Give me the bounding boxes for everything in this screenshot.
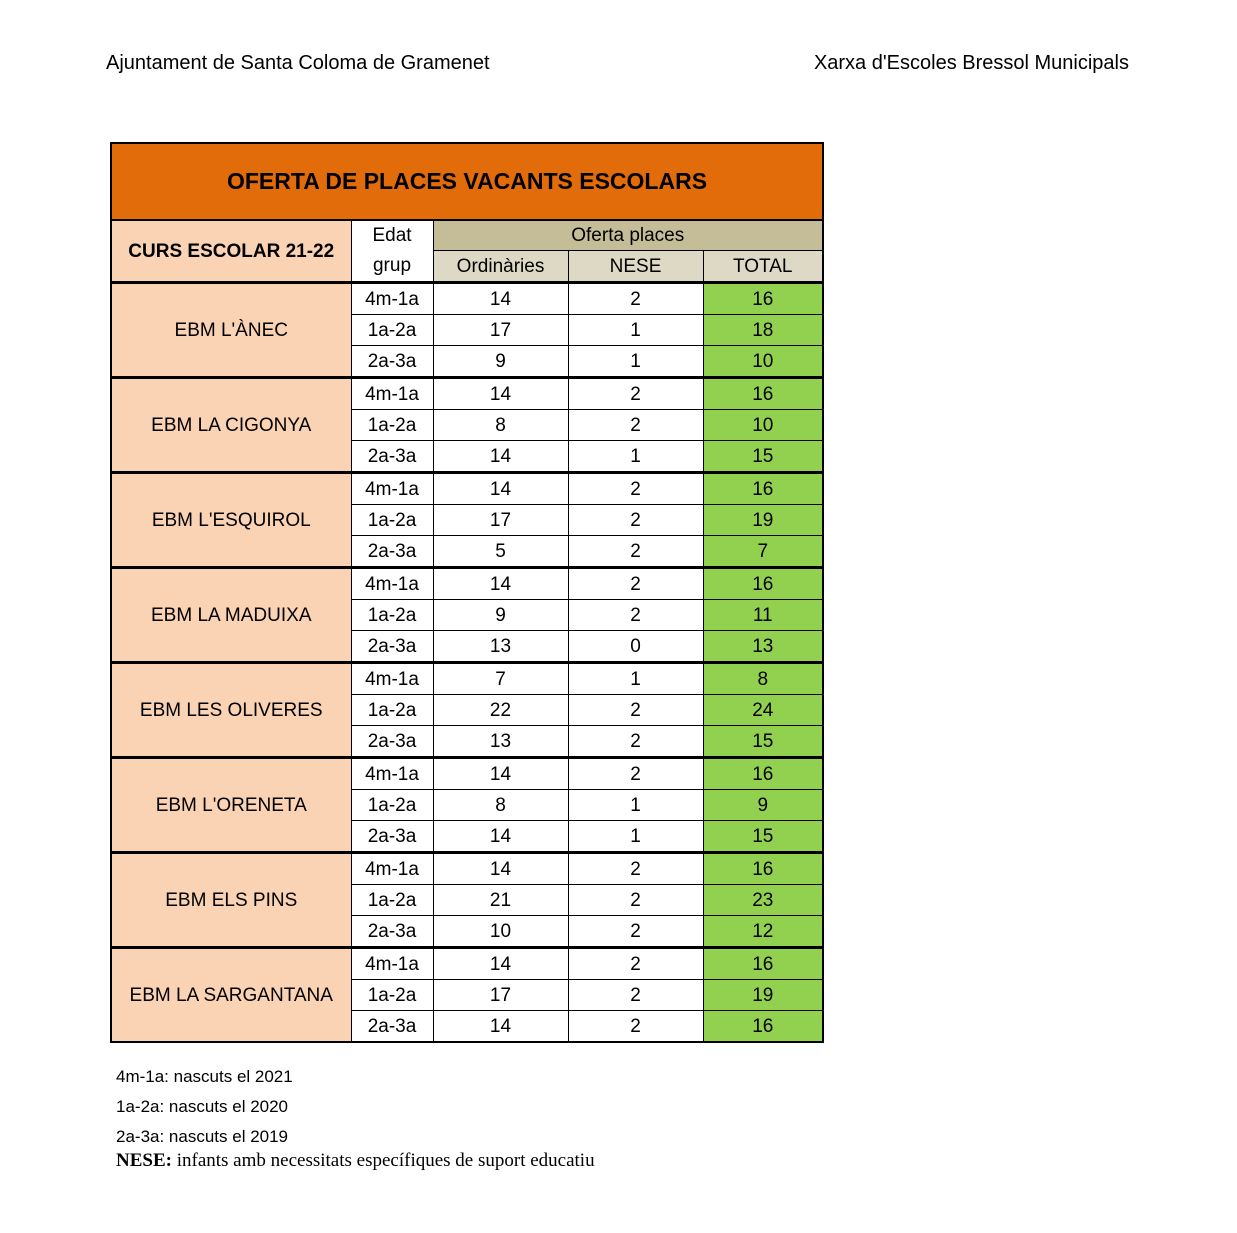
edat-cell: 4m-1a xyxy=(351,663,433,695)
total-cell: 18 xyxy=(703,315,823,346)
edat-cell: 2a-3a xyxy=(351,441,433,473)
table-row xyxy=(111,378,823,410)
total-cell: 16 xyxy=(703,853,823,885)
edat-cell: 1a-2a xyxy=(351,885,433,916)
nese-cell: 1 xyxy=(568,315,703,346)
ordinaries-cell: 17 xyxy=(433,505,568,536)
edat-cell: 2a-3a xyxy=(351,916,433,948)
total-cell: 8 xyxy=(703,663,823,695)
table-row xyxy=(111,283,823,315)
table-row xyxy=(111,473,823,505)
ordinaries-cell: 14 xyxy=(433,283,568,315)
total-cell: 9 xyxy=(703,790,823,821)
total-cell: 15 xyxy=(703,441,823,473)
ordinaries-cell: 9 xyxy=(433,346,568,378)
nese-cell: 1 xyxy=(568,663,703,695)
nese-cell: 2 xyxy=(568,885,703,916)
edat-cell: 1a-2a xyxy=(351,410,433,441)
school-name: EBM L'ÀNEC xyxy=(111,283,351,378)
edat-cell: 2a-3a xyxy=(351,536,433,568)
edat-cell: 4m-1a xyxy=(351,378,433,410)
total-cell: 12 xyxy=(703,916,823,948)
edat-cell: 2a-3a xyxy=(351,631,433,663)
school-name: EBM LES OLIVERES xyxy=(111,663,351,758)
total-cell: 10 xyxy=(703,346,823,378)
ordinaries-cell: 14 xyxy=(433,441,568,473)
edat-cell: 1a-2a xyxy=(351,790,433,821)
total-cell: 16 xyxy=(703,758,823,790)
nese-cell: 2 xyxy=(568,916,703,948)
notes xyxy=(116,1062,293,1152)
ordinaries-cell: 5 xyxy=(433,536,568,568)
ordinaries-cell: 14 xyxy=(433,568,568,600)
ordinaries-cell: 14 xyxy=(433,853,568,885)
header-left: Ajuntament de Santa Coloma de Gramenet xyxy=(106,52,490,74)
edat-cell: 2a-3a xyxy=(351,821,433,853)
table-row xyxy=(111,853,823,885)
ordinaries-cell: 21 xyxy=(433,885,568,916)
nese-cell: 1 xyxy=(568,790,703,821)
table-row xyxy=(111,758,823,790)
nese-label: NESE: xyxy=(116,1150,172,1171)
nese-note xyxy=(116,1150,595,1172)
total-cell: 16 xyxy=(703,283,823,315)
total-cell: 19 xyxy=(703,505,823,536)
note-item: 1a-2a: nascuts el 2020 xyxy=(116,1097,289,1116)
table-row xyxy=(111,568,823,600)
nese-cell: 2 xyxy=(568,853,703,885)
nese-description: infants amb necessitats específiques de suport educatiu xyxy=(171,1150,595,1171)
nese-cell: 2 xyxy=(568,980,703,1011)
col-header-ordinaries: Ordinàries xyxy=(433,251,568,283)
edat-cell: 4m-1a xyxy=(351,473,433,505)
ordinaries-cell: 14 xyxy=(433,948,568,980)
ordinaries-cell: 14 xyxy=(433,758,568,790)
col-header-total: TOTAL xyxy=(703,251,823,283)
school-name: EBM L'ORENETA xyxy=(111,758,351,853)
total-cell: 15 xyxy=(703,726,823,758)
edat-cell: 1a-2a xyxy=(351,695,433,726)
ordinaries-cell: 8 xyxy=(433,410,568,441)
edat-cell: 4m-1a xyxy=(351,758,433,790)
curs-escolar-label: CURS ESCOLAR 21-22 xyxy=(111,220,351,283)
nese-cell: 2 xyxy=(568,378,703,410)
edat-cell: 2a-3a xyxy=(351,726,433,758)
ordinaries-cell: 8 xyxy=(433,790,568,821)
table-row xyxy=(111,663,823,695)
edat-cell: 4m-1a xyxy=(351,568,433,600)
ordinaries-cell: 14 xyxy=(433,378,568,410)
edat-cell: 1a-2a xyxy=(351,505,433,536)
edat-cell: 1a-2a xyxy=(351,600,433,631)
edat-cell: 4m-1a xyxy=(351,948,433,980)
nese-cell: 2 xyxy=(568,410,703,441)
ordinaries-cell: 13 xyxy=(433,631,568,663)
nese-cell: 1 xyxy=(568,346,703,378)
ordinaries-cell: 14 xyxy=(433,473,568,505)
total-cell: 23 xyxy=(703,885,823,916)
edat-cell: 2a-3a xyxy=(351,1011,433,1043)
note-item: 4m-1a: nascuts el 2021 xyxy=(116,1067,293,1086)
school-name: EBM LA MADUIXA xyxy=(111,568,351,663)
school-name: EBM LA CIGONYA xyxy=(111,378,351,473)
edat-grup-label: Edat grup xyxy=(351,220,433,283)
ordinaries-cell: 13 xyxy=(433,726,568,758)
total-cell: 19 xyxy=(703,980,823,1011)
total-cell: 16 xyxy=(703,568,823,600)
nese-cell: 2 xyxy=(568,600,703,631)
nese-cell: 2 xyxy=(568,948,703,980)
nese-cell: 2 xyxy=(568,1011,703,1043)
oferta-places-label: Oferta places xyxy=(433,220,823,251)
school-name: EBM L'ESQUIROL xyxy=(111,473,351,568)
edat-cell: 1a-2a xyxy=(351,315,433,346)
ordinaries-cell: 9 xyxy=(433,600,568,631)
ordinaries-cell: 22 xyxy=(433,695,568,726)
edat-cell: 1a-2a xyxy=(351,980,433,1011)
total-cell: 24 xyxy=(703,695,823,726)
header-right: Xarxa d'Escoles Bressol Municipals xyxy=(813,52,1129,74)
nese-cell: 2 xyxy=(568,473,703,505)
total-cell: 16 xyxy=(703,473,823,505)
vacancies-table xyxy=(110,142,824,1043)
table-title: OFERTA DE PLACES VACANTS ESCOLARS xyxy=(111,143,823,220)
col-header-nese: NESE xyxy=(568,251,703,283)
total-cell: 11 xyxy=(703,600,823,631)
ordinaries-cell: 10 xyxy=(433,916,568,948)
nese-cell: 2 xyxy=(568,568,703,600)
edat-cell: 4m-1a xyxy=(351,283,433,315)
nese-cell: 0 xyxy=(568,631,703,663)
edat-cell: 4m-1a xyxy=(351,853,433,885)
nese-cell: 2 xyxy=(568,536,703,568)
total-cell: 15 xyxy=(703,821,823,853)
ordinaries-cell: 7 xyxy=(433,663,568,695)
ordinaries-cell: 14 xyxy=(433,821,568,853)
ordinaries-cell: 14 xyxy=(433,1011,568,1043)
school-name: EBM LA SARGANTANA xyxy=(111,948,351,1043)
nese-cell: 2 xyxy=(568,726,703,758)
nese-cell: 2 xyxy=(568,758,703,790)
total-cell: 16 xyxy=(703,948,823,980)
total-cell: 16 xyxy=(703,378,823,410)
total-cell: 7 xyxy=(703,536,823,568)
edat-cell: 2a-3a xyxy=(351,346,433,378)
ordinaries-cell: 17 xyxy=(433,980,568,1011)
school-name: EBM ELS PINS xyxy=(111,853,351,948)
nese-cell: 1 xyxy=(568,821,703,853)
note-item: 2a-3a: nascuts el 2019 xyxy=(116,1127,289,1146)
total-cell: 16 xyxy=(703,1011,823,1043)
nese-cell: 1 xyxy=(568,441,703,473)
total-cell: 13 xyxy=(703,631,823,663)
nese-cell: 2 xyxy=(568,283,703,315)
table-row xyxy=(111,948,823,980)
ordinaries-cell: 17 xyxy=(433,315,568,346)
nese-cell: 2 xyxy=(568,505,703,536)
total-cell: 10 xyxy=(703,410,823,441)
nese-cell: 2 xyxy=(568,695,703,726)
